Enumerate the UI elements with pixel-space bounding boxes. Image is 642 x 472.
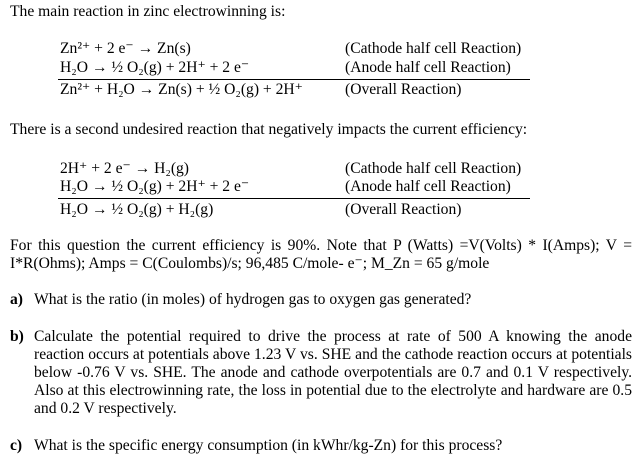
question-c-marker: c): [10, 437, 23, 454]
side-overall-equation: H₂O → ½ O₂(g) + H₂(g): [60, 201, 214, 218]
side-anode-equation: H₂O → ½ O₂(g) + 2H⁺ + 2 e⁻: [60, 178, 250, 195]
side-overall-label: (Overall Reaction): [345, 201, 462, 218]
main-overall-equation: Zn²⁺ + H₂O → Zn(s) + ½ O₂(g) + 2H⁺: [60, 81, 303, 98]
question-b-marker: b): [10, 328, 24, 345]
side-cathode-equation: 2H⁺ + 2 e⁻ → H₂(g): [60, 160, 189, 177]
question-b-text: Calculate the potential required to drive the process at rate of 500 A knowing the anode reaction occurs at potentials above 1.23 V vs. SHE and the cathode reaction occurs at potentials below -0.76 V vs. SHE. The anode and cathode overpotentials are 0.7 and 0.1 V respectively. Also at this electrowinning rate, the loss in potential due to the electrolyte and hardware are 0.5 and 0.2 V respectively.: [34, 328, 632, 417]
side-anode-label: (Anode half cell Reaction): [345, 178, 511, 195]
side-cathode-label: (Cathode half cell Reaction): [345, 160, 522, 177]
main-cathode-equation: Zn²⁺ + 2 e⁻ → Zn(s): [60, 40, 191, 57]
main-anode-equation: H₂O → ½ O₂(g) + 2H⁺ + 2 e⁻: [60, 59, 250, 76]
intro-text: The main reaction in zinc electrowinning is:: [10, 3, 286, 20]
question-a-marker: a): [10, 291, 23, 308]
side-reaction-divider: [58, 198, 530, 199]
question-a-text: What is the ratio (in moles) of hydrogen gas to oxygen gas generated?: [34, 291, 472, 308]
main-anode-label: (Anode half cell Reaction): [345, 59, 511, 76]
efficiency-note: For this question the current efficiency is 90%. Note that P (Watts) =V(Volts) * I(Amps); V = I*R(Ohms); Amps = C(Coulombs)/s; 96,485 C/mole- e⁻; M_Zn = 65 g/mole: [10, 237, 632, 272]
main-reaction-divider: [58, 79, 530, 80]
main-overall-label: (Overall Reaction): [345, 81, 462, 98]
main-cathode-label: (Cathode half cell Reaction): [345, 40, 522, 57]
question-c-text: What is the specific energy consumption (in kWhr/kg-Zn) for this process?: [34, 437, 503, 454]
second-reaction-intro: There is a second undesired reaction that negatively impacts the current efficiency:: [10, 121, 528, 138]
